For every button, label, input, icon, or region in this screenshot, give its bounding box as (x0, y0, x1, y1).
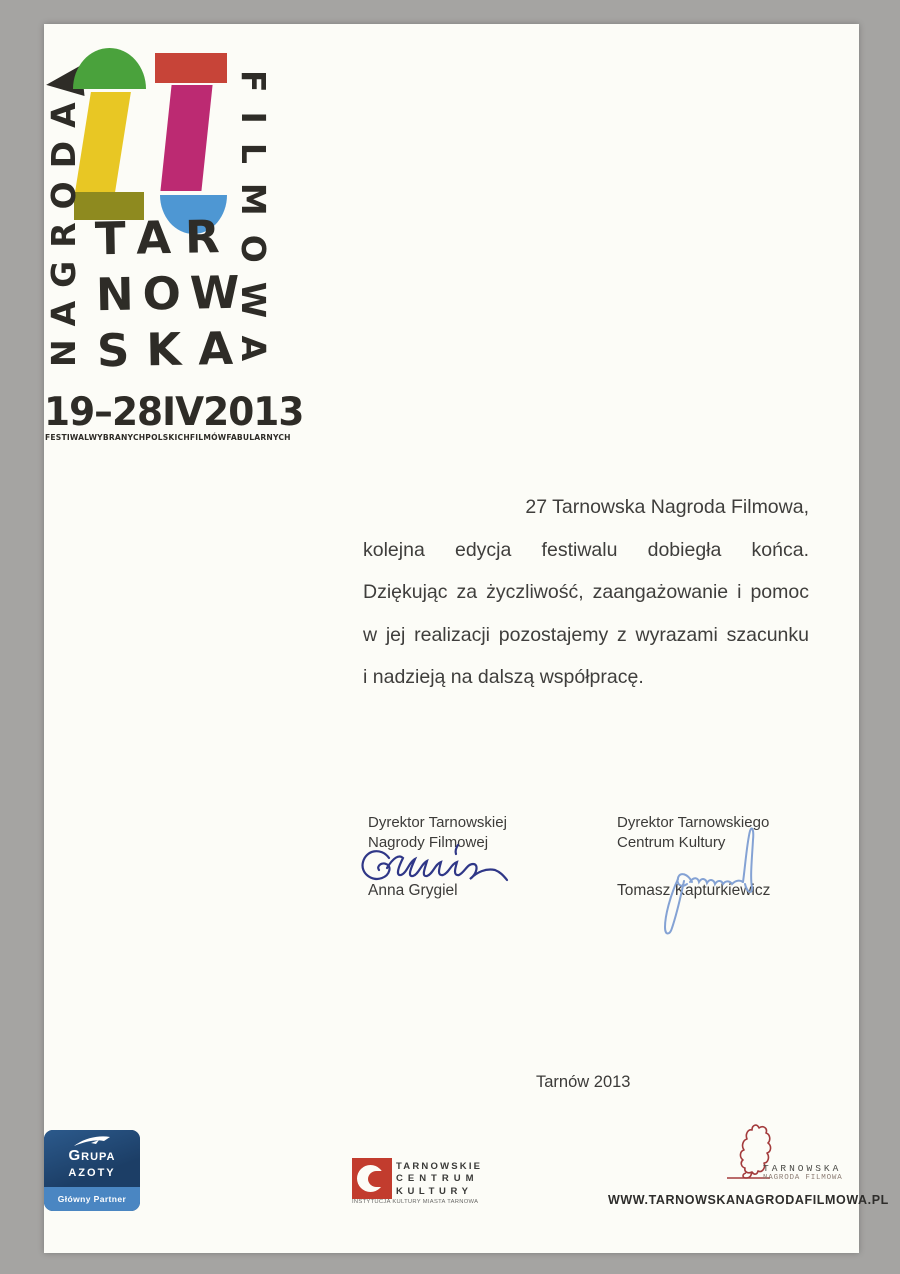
tnf-line1: TARNOWSKA (763, 1163, 842, 1174)
scanned-letter-page (44, 24, 889, 1253)
festival-dates: 19–28IV2013 (44, 390, 304, 435)
handwritten-signature-anna-grygiel (359, 842, 517, 890)
grupa-azoty-wordmark (44, 1130, 140, 1187)
logo-yellow-stroke-digit-2 (75, 92, 131, 192)
festival-subtitle: FESTIWALWYBRANYCHPOLSKICHFILMÓWFABULARNYCH (45, 433, 291, 442)
festival-website-url: WWW.TARNOWSKANAGRODAFILMOWA.PL (608, 1193, 889, 1207)
letter-line-3: Dziękując za życzliwość, zaangażowanie i pomoc (363, 581, 809, 603)
right-signatory-title-line2: Centrum Kultury (617, 833, 726, 851)
tck-line3: KULTURY (396, 1185, 473, 1197)
logo-word-tarnowska (94, 209, 251, 380)
left-signatory-title-line1: Dyrektor Tarnowskiej (368, 814, 507, 831)
logo-magenta-stroke-digit-7 (160, 85, 212, 191)
azoty-brand-line2: azoty (68, 1163, 116, 1180)
grupa-azoty-logo (44, 1130, 140, 1211)
logo-vertical-word-filmowa: FILMOWA (234, 70, 273, 381)
logo-row-now: NOW (95, 265, 250, 322)
letter-line-2: kolejna edycja festiwalu dobiegła końca. (363, 538, 809, 561)
letter-body (363, 486, 809, 699)
logo-row-tar: TAR (94, 209, 235, 266)
tck-line2: CENTRUM (396, 1173, 479, 1185)
letter-line-1: 27 Tarnowska Nagroda Filmowa, (525, 496, 809, 518)
handwritten-signature-tomasz-kapturkiewicz (640, 824, 768, 944)
letter-line-4: w jej realizacji pozostajemy z wyrazami szacunku (363, 623, 809, 646)
logo-red-bar-digit-7 (155, 53, 227, 83)
azoty-brand-line1: Grupa (68, 1147, 116, 1164)
logo-row-ska: SKA (96, 321, 251, 378)
azoty-partner-label: Główny Partner (44, 1187, 140, 1211)
left-signatory-name: Anna Grygiel (368, 882, 458, 899)
tck-crescent-inner (368, 1171, 385, 1187)
tck-line1: TARNOWSKIE (396, 1161, 483, 1172)
right-signatory-name: Tomasz Kapturkiewicz (617, 882, 771, 899)
logo-green-dome-shape (73, 48, 146, 89)
tnf-wordmark (763, 1163, 843, 1182)
place-date: Tarnów 2013 (536, 1073, 631, 1091)
tck-crescent-icon (352, 1158, 392, 1199)
letter-line-5: i nadzieją na dalszą współpracę. (363, 666, 644, 688)
tck-wordmark (396, 1161, 482, 1198)
right-signatory-title-line1: Dyrektor Tarnowskiego (617, 814, 770, 831)
left-signatory-title-line2: Nagrody Filmowej (368, 833, 489, 851)
logo-vertical-word-nagroda: NAGRODA (44, 89, 83, 367)
tck-subline: INSTYTUCJA KULTURY MIASTA TARNOWA (352, 1199, 479, 1205)
festival-logo (44, 48, 304, 488)
tnf-line2: NAGRODA FILMOWA (763, 1174, 843, 1182)
